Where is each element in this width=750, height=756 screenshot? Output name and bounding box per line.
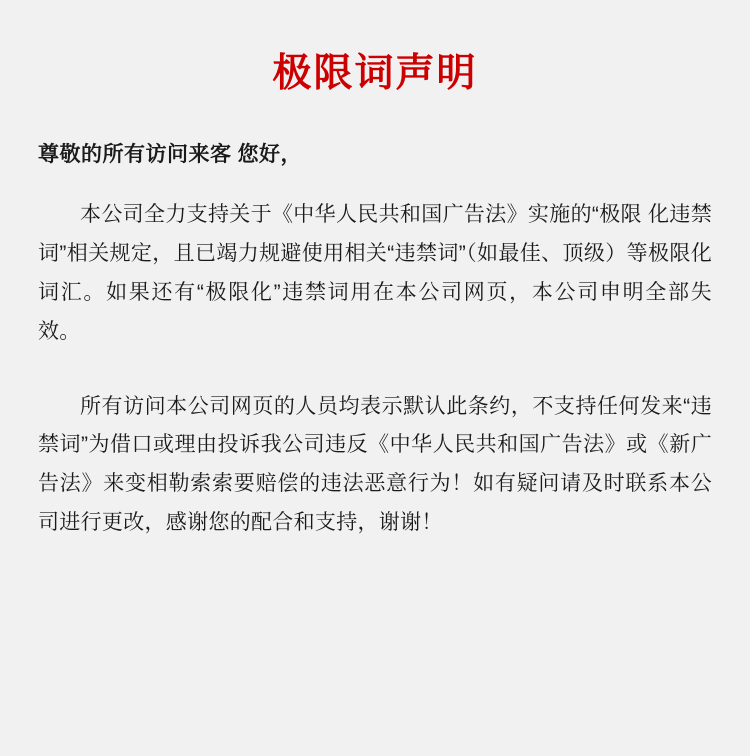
statement-paragraph-2: 所有访问本公司网页的人员均表示默认此条约，不支持任何发来“违禁词”为借口或理由投诉我公司违反《中华人民共和国广告法》或《新广告法》来变相勒索索要赔偿的违法恶意行为！如有疑问请及时联系本公司进行更改，感谢您的配合和支持，谢谢！ <box>38 394 712 535</box>
salutation-lead: 尊敬的所有访问来客 <box>38 142 232 166</box>
page-title: 极限词声明 <box>272 52 478 95</box>
page-footer-spacer <box>0 698 750 756</box>
salutation <box>38 139 712 171</box>
statement-paragraph-1: 本公司全力支持关于《中华人民共和国广告法》实施的“极限 化违禁词”相关规定，且已竭力规避使用相关“违禁词”（如最佳、顶级）等极限化词汇。如果还有“极限化”违禁词用在本公司网页，本公司申明全部失效。 <box>38 203 712 343</box>
salutation-greeting: 您好， <box>237 142 302 166</box>
